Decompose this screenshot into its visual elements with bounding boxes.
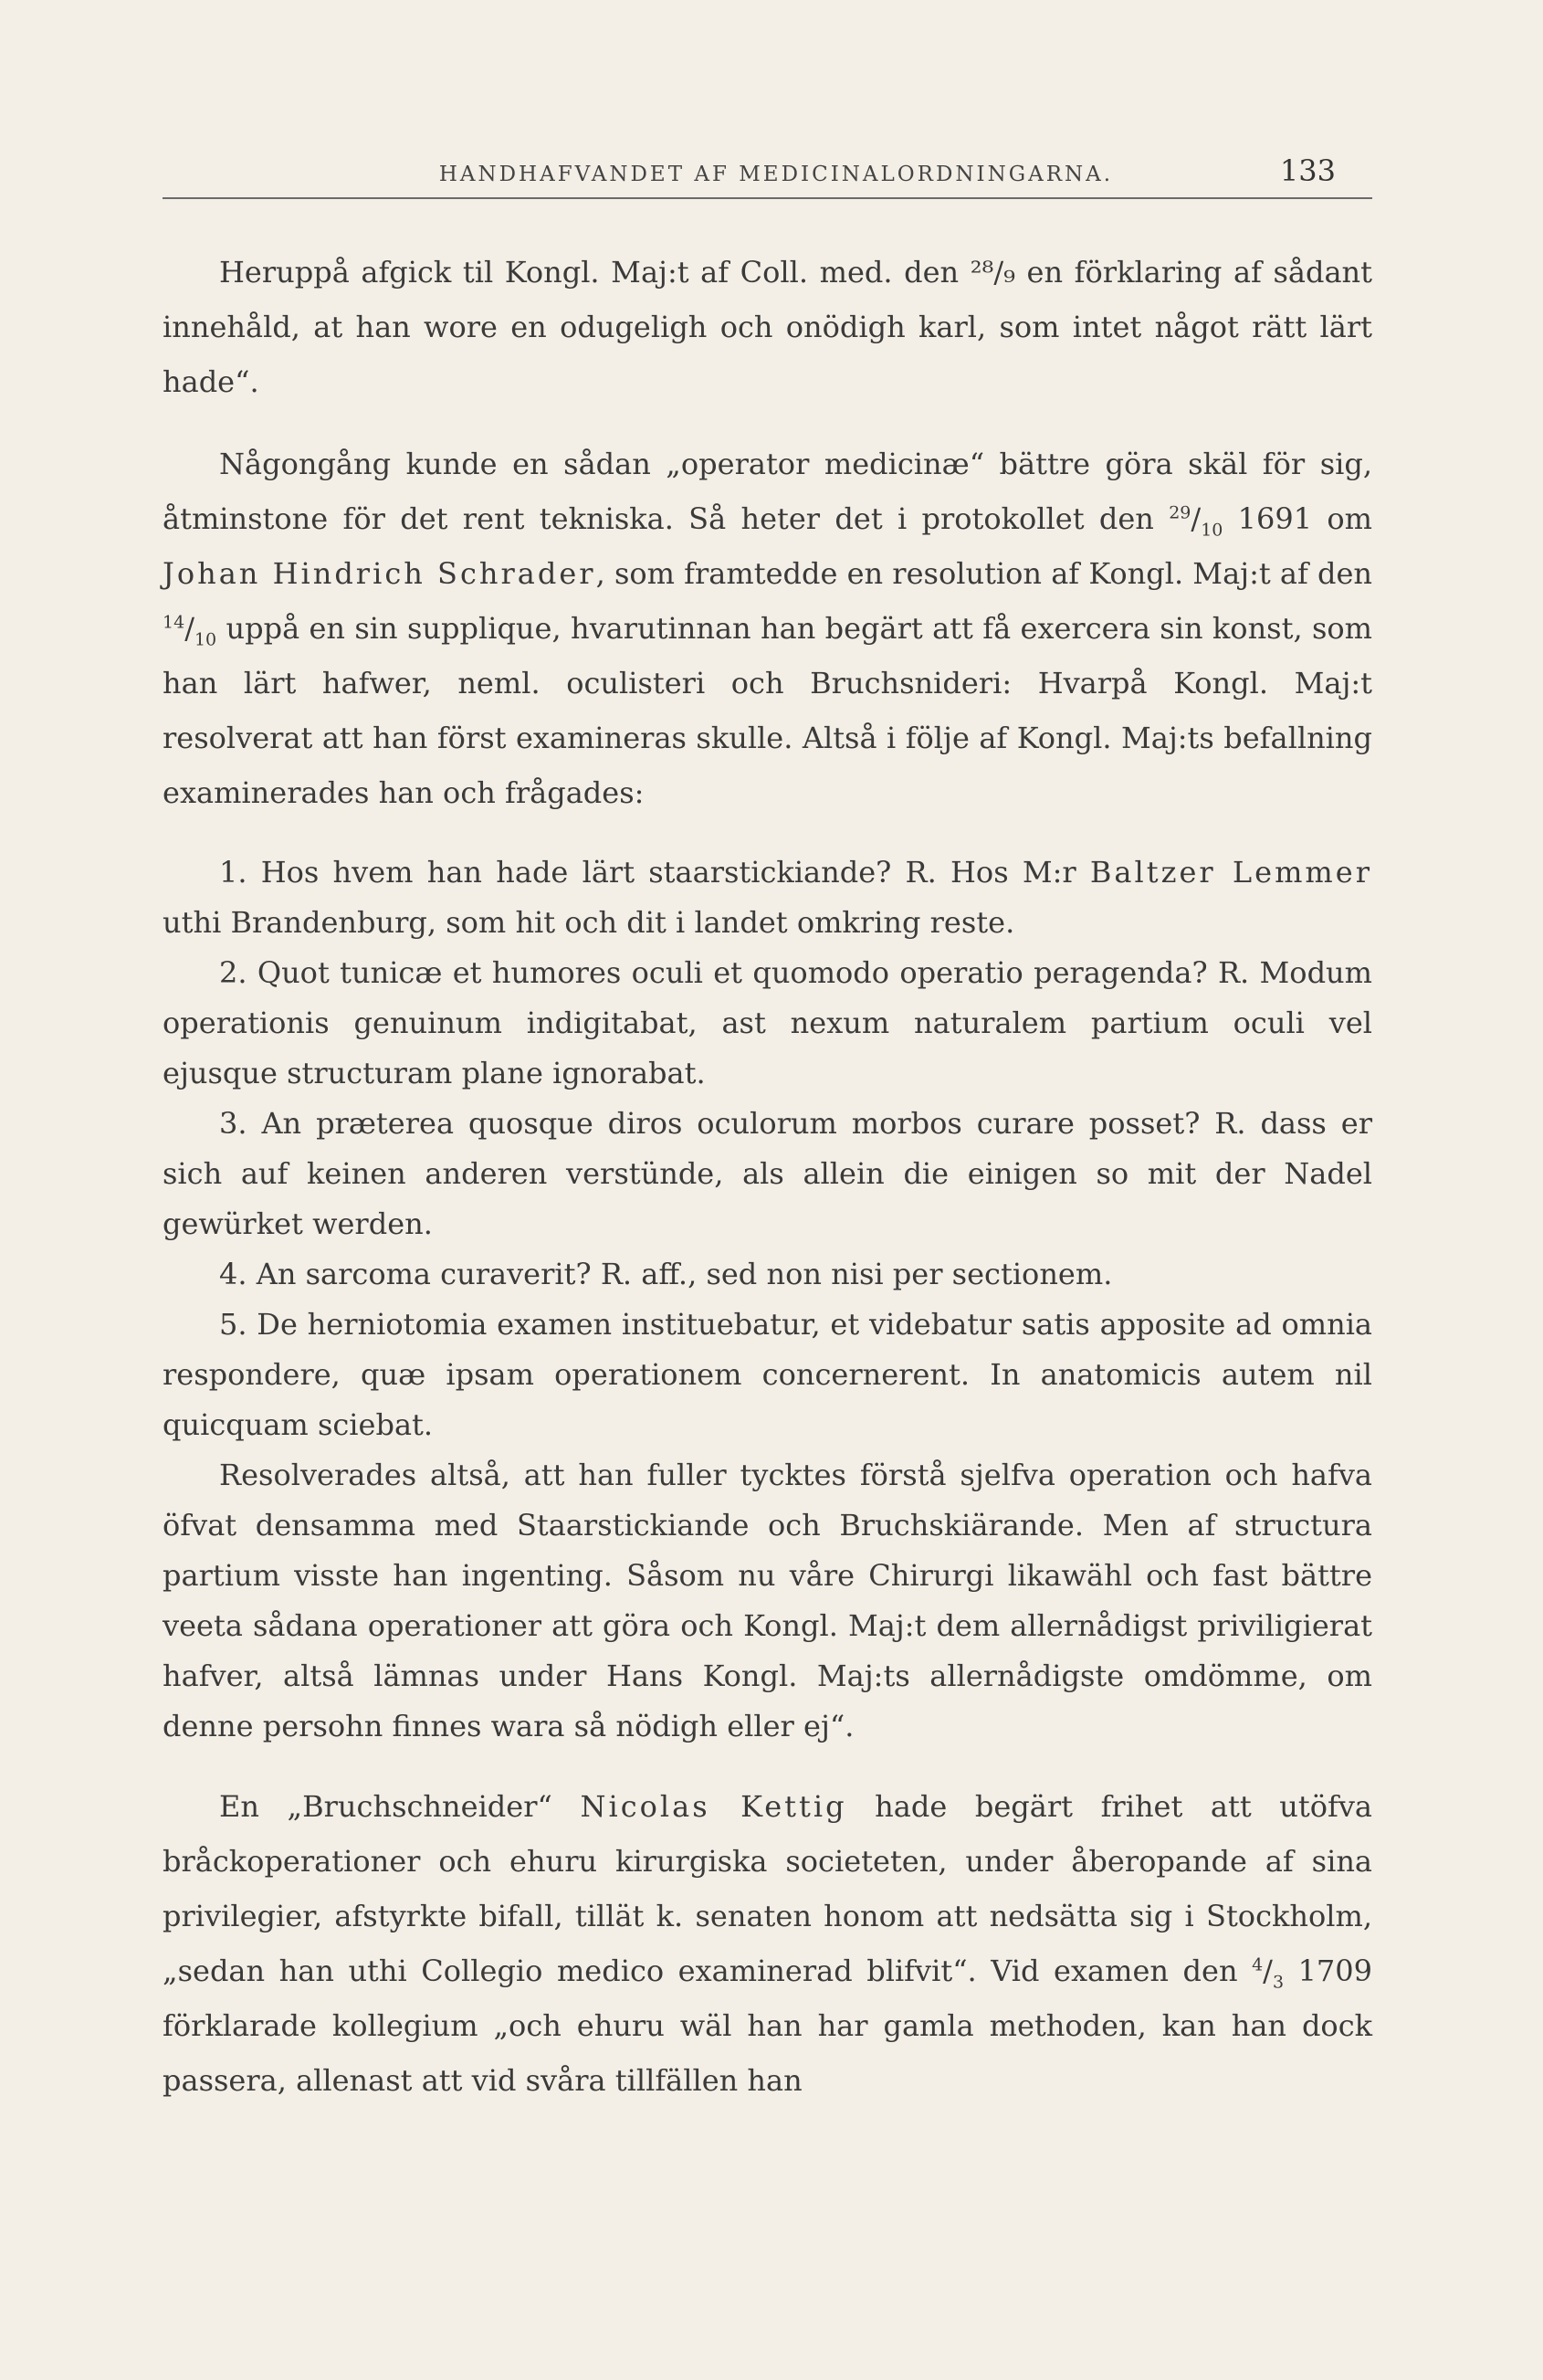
paragraph-1: Heruppå afgick til Kongl. Maj:t af Coll. med. den ²⁸/₉ en förklaring af sådant innehåld, at han wore en odugeligh och onödigh karl, som intet något rätt lärt hade“. — [163, 255, 1372, 399]
person-name-kettig: Nicolas Kettig — [580, 1789, 847, 1824]
page-number: 133 — [1279, 153, 1336, 188]
paragraph-2: Någongång kunde en sådan „operator medicinæ“ bättre göra skäl för sig, åtminstone för det rent tekniska. Så heter det i protokollet den $^{29}/_{10}$ 1691 om Johan Hindrich Schrader, som framtedde en resolution af Kongl. Maj:t af den $^{14}/_{10}$ uppå en sin supplique, hvarutinnan han begärt att få exercera sin konst, som han lärt hafwer, neml. oculisteri och Bruchsnideri: Hvarpå Kongl. Maj:t resolverat att han först examineras skulle. Altså i följe af Kongl. Maj:ts befallning examinerades han och frågades: — [163, 447, 1373, 810]
question-2: 2. Quot tunicæ et humores oculi et quomodo operatio peragenda? R. Modum operationis genuinum indigitabat, ast nexum naturalem partium oculi vel ejusque structuram plane ignorabat. — [163, 955, 1372, 1090]
question-list — [163, 848, 1372, 1752]
person-name-lemmer: Baltzer Lemmer — [1089, 855, 1373, 890]
question-5: 5. De herniotomia examen instituebatur, et videbatur satis apposite ad omnia respondere, quæ ipsam operationem concernerent. In anatomicis autem nil quicquam sciebat. — [163, 1307, 1372, 1442]
running-header — [163, 153, 1372, 199]
person-name-schrader: Johan Hindrich Schrader — [163, 556, 596, 591]
question-4: 4. An sarcoma curaverit? R. aff., sed non nisi per sectionem. — [219, 1257, 1113, 1291]
question-1: 1. Hos hvem han hade lärt staarstickiande? R. Hos M:r Baltzer Lemmer uthi Brandenburg, som hit och dit i landet omkring reste. — [163, 855, 1373, 940]
paragraph-final: En „Bruchschneider“ Nicolas Kettig hade begärt frihet att utöfva bråckoperationer och ehuru kirurgiska societeten, under åberopande af sina privilegier, afstyrkte bifall, tillät k. senaten honom att nedsätta sig i Stockholm, „sedan han uthi Collegio medico examinerad blifvit“. Vid examen den $^4/_3$ 1709 förklarade kollegium „och ehuru wäl han har gamla methoden, kan han dock passera, allenast att vid svåra tillfällen han — [163, 1789, 1373, 2098]
resolution: Resolverades altså, att han fuller tycktes förstå sjelfva operation och hafva öfvat densamma med Staarstickiande och Bruchskiärande. Men af structura partium visste han ingenting. Såsom nu våre Chirurgi likawähl och fast bättre veeta sådana operationer att göra och Kongl. Maj:t dem allernådigst priviligierat hafver, altså lämnas under Hans Kongl. Maj:ts allernådigste omdömme, om denne persohn finnes wara så nödigh eller ej“. — [163, 1458, 1372, 1743]
question-3: 3. An præterea quosque diros oculorum morbos curare posset? R. dass er sich auf keinen anderen verstünde, als allein die einigen so mit der Nadel gewürket werden. — [163, 1106, 1372, 1241]
running-title: HANDHAFVANDET AF MEDICINALORDNINGARNA. — [438, 163, 1114, 186]
page — [163, 153, 1372, 2108]
